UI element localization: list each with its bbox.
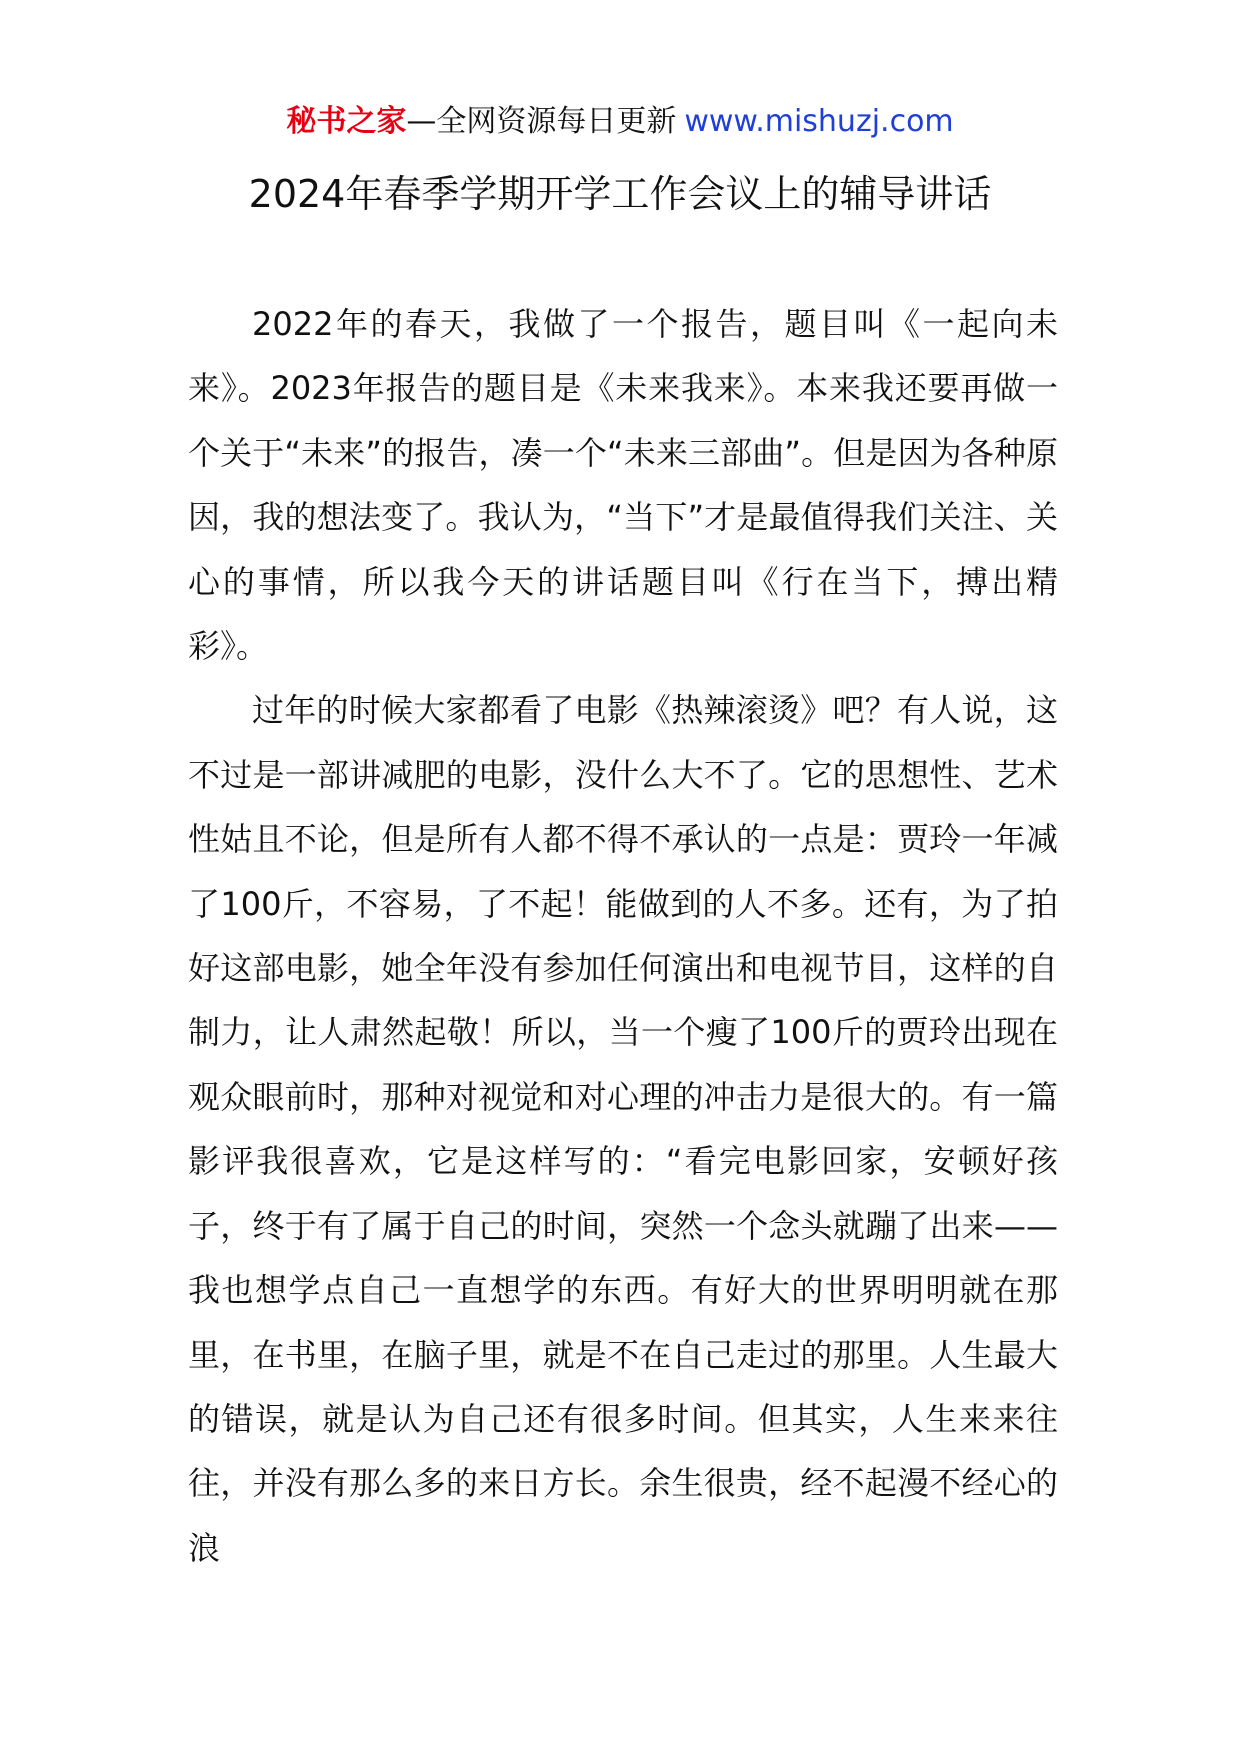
document-body bbox=[188, 292, 1058, 1580]
site-tagline: —全网资源每日更新 bbox=[406, 104, 677, 139]
site-url-link[interactable]: www.mishuzj.com bbox=[684, 104, 954, 139]
document-title: 2024年春季学期开学工作会议上的辅导讲话 bbox=[248, 172, 992, 216]
site-header bbox=[0, 100, 1240, 144]
paragraph-2: 过年的时候大家都看了电影《热辣滚烫》吧？有人说，这不过是一部讲减肥的电影，没什么大不了。它的思想性、艺术性姑且不论，但是所有人都不得不承认的一点是：贾玲一年减了100斤，不容易，了不起！能做到的人不多。还有，为了拍好这部电影，她全年没有参加任何演出和电视节目，这样的自制力，让人肃然起敬！所以，当一个瘦了100斤的贾玲出现在观众眼前时，那种对视觉和对心理的冲击力是很大的。有一篇影评我很喜欢，它是这样写的：“看完电影回家，安顿好孩子，终于有了属于自己的时间，突然一个念头就蹦了出来——我也想学点自己一直想学的东西。有好大的世界明明就在那里，在书里，在脑子里，就是不在自己走过的那里。人生最大的错误，就是认为自己还有很多时间。但其实，人生来来往往，并没有那么多的来日方长。余生很贵，经不起漫不经心的浪 bbox=[188, 691, 1058, 1567]
paragraph-1: 2022年的春天，我做了一个报告，题目叫《一起向未来》。2023年报告的题目是《未来我来》。本来我还要再做一个关于“未来”的报告，凑一个“未来三部曲”。但是因为各种原因，我的想法变了。我认为，“当下”才是最值得我们关注、关心的事情，所以我今天的讲话题目叫《行在当下，搏出精彩》。 bbox=[188, 305, 1058, 666]
brand-name: 秘书之家 bbox=[286, 104, 407, 139]
